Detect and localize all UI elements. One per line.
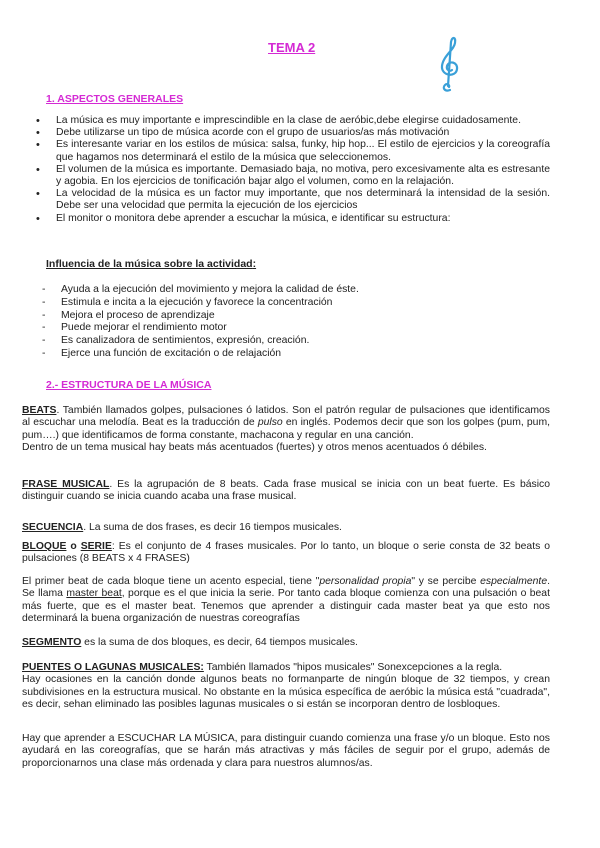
list-item: - Mejora el proceso de aprendizaje bbox=[42, 310, 442, 323]
segmento-paragraph: SEGMENTO es la suma de dos bloques, es decir, 64 tiempos musicales. bbox=[22, 637, 358, 648]
influence-list bbox=[42, 284, 442, 361]
page-title: TEMA 2 bbox=[268, 40, 316, 55]
list-item: • El volumen de la música es importante. Demasiado baja, no motiva, pero excesivamente alta es estresante y agobia. En los ejercicios de tonificación bajar algo el volumen, como en la relajación. bbox=[36, 164, 550, 188]
general-aspects-list bbox=[36, 115, 550, 225]
list-item: - Ejerce una función de excitación o de relajación bbox=[42, 348, 442, 361]
secuencia-paragraph: SECUENCIA. La suma de dos frases, es decir 16 tiempos musicales. bbox=[22, 522, 342, 533]
list-item: • Debe utilizarse un tipo de música acorde con el grupo de usuarios/as más motivación bbox=[36, 127, 550, 139]
list-item: - Estimula e incita a la ejecución y favorece la concentración bbox=[42, 297, 442, 310]
bloque-paragraph: BLOQUE o SERIE: Es el conjunto de 4 frases musicales. Por lo tanto, un bloque o serie consta de 32 beats o pulsaciones (8 BEATS x 4 FRASES) bbox=[22, 541, 550, 565]
final-paragraph: Hay que aprender a ESCUCHAR LA MÚSICA, para distinguir cuando comienza una frase y/o un bloque. Esto nos ayudará en las coreografías, que se harán más atractivas y más fáciles de seguir por el grupo, además de proporcionarnos una clase más ordenada y clara para nuestros alumnos/as. bbox=[22, 733, 550, 769]
list-item: - Es canalizadora de sentimientos, expresión, creación. bbox=[42, 335, 442, 348]
influence-heading: Influencia de la música sobre la actividad: bbox=[46, 258, 257, 270]
treble-clef-icon bbox=[436, 34, 462, 94]
list-item: • La velocidad de la música es un factor muy importante, que nos determinará la intensidad de la sesión. Debe ser una velocidad que permita la ejecución de los ejercicios bbox=[36, 188, 550, 212]
list-item: • La música es muy importante e imprescindible en la clase de aeróbic,debe elegirse cuidadosamente. bbox=[36, 115, 550, 127]
frase-paragraph: FRASE MUSICAL. Es la agrupación de 8 beats. Cada frase musical se inicia con un beat fuerte. Es básico distinguir cuando se inicia cuando acaba una frase musical. bbox=[22, 479, 550, 503]
section-heading-estructura: 2.- ESTRUCTURA DE LA MÚSICA bbox=[46, 379, 212, 391]
list-item: • Es interesante variar en los estilos de música: salsa, funky, hip hop... El estilo de ejercicios y la coreografía que hagamos nos determinará el estilo de la música que seleccionemos. bbox=[36, 139, 550, 163]
list-item: - Puede mejorar el rendimiento motor bbox=[42, 322, 442, 335]
list-item: • El monitor o monitora debe aprender a escuchar la música, e identificar su estructura: bbox=[36, 213, 550, 225]
beats-paragraph: BEATS. También llamados golpes, pulsaciones ó latidos. Son el patrón regular de pulsaciones que identificamos al escuchar una melodía. Beat es la traducción de pulso en inglés. Podemos decir que son los golpes (pum, pum, pum….) que identificamos de forma constante, machacona y regular en una canción. Dentro de un tema musical hay beats más acentuados (fuertes) y otros menos acentuados ó débiles. bbox=[22, 405, 551, 453]
section-heading-aspectos: 1. ASPECTOS GENERALES bbox=[46, 93, 184, 105]
list-item: - Ayuda a la ejecución del movimiento y mejora la calidad de éste. bbox=[42, 284, 442, 297]
master-beat-paragraph: El primer beat de cada bloque tiene un acento especial, tiene "personalidad propia" y se percibe especialmente. Se llama master beat, porque es el que inicia la serie. Por tanto cada bloque comienza con una pulsación o beat más fuerte, que es el master beat. Tenemos que aprender a distinguir cada master beat ya que esto nos determinará la buena organización de nuestras coreografías bbox=[22, 576, 550, 624]
puentes-paragraph: PUENTES O LAGUNAS MUSICALES: También llamados "hipos musicales" Sonexcepciones a la regla. Hay ocasiones en la canción donde algunos beats no formanparte de ningún bloque de 32 tiempos, y crean subdivisiones en la estructura musical. No obstante en la música específica de aeróbic la música está "cuadrada", es decir, sehan eliminado las posibles lagunas musicales o si están se incorporan dentro de losbloques. bbox=[22, 662, 550, 710]
